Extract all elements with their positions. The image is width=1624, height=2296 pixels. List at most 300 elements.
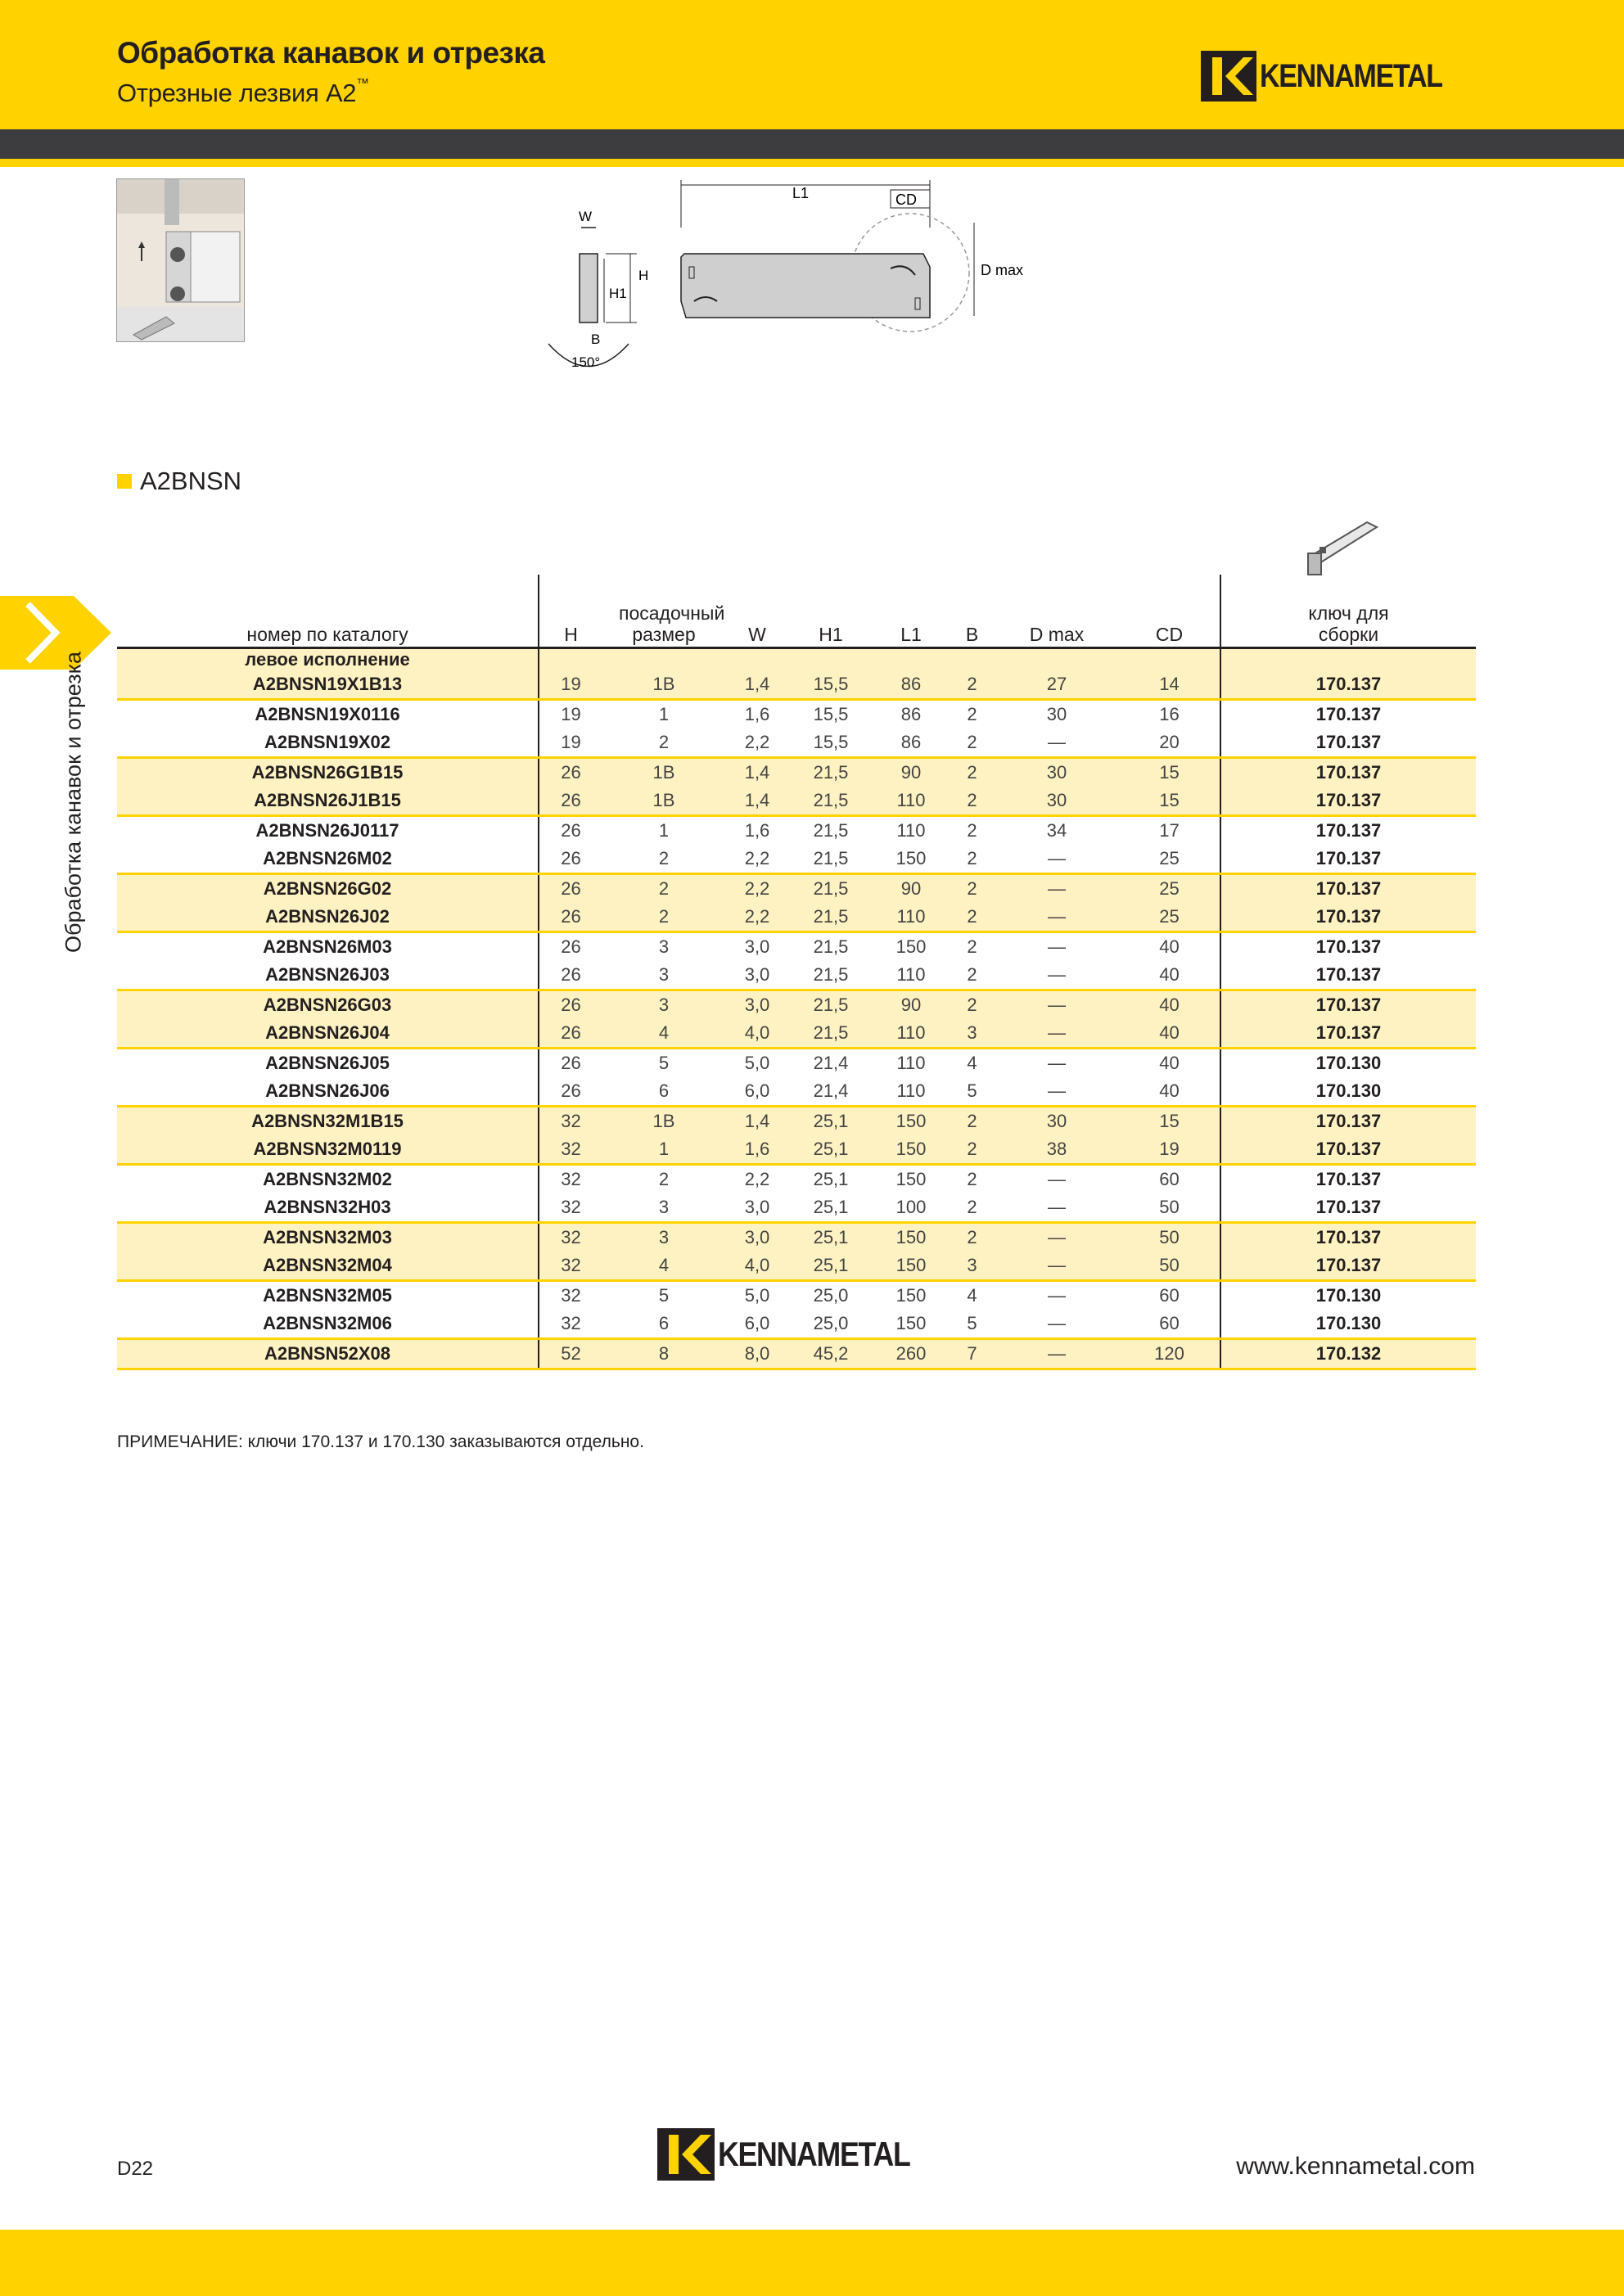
cell-l1: 110	[873, 1077, 950, 1107]
cell-dmax: —	[995, 1193, 1119, 1223]
cell-dmax: —	[995, 874, 1119, 904]
yellow-square-bullet-icon	[117, 474, 132, 489]
table-row	[117, 1339, 1476, 1369]
cell-h1: 25,1	[813, 1169, 849, 1189]
cell-dmax: —	[995, 1077, 1119, 1107]
cell-w: 1,6	[725, 1135, 789, 1165]
cell-h: 32	[561, 1169, 581, 1189]
cell-seat: 3	[602, 1223, 725, 1252]
table-row	[117, 1281, 1476, 1310]
cell-cd: 15	[1119, 787, 1220, 816]
catalog-number: A2BNSN52X08	[117, 1339, 539, 1369]
cell-h1: 21,4	[813, 1053, 849, 1073]
cell-cd: 20	[1119, 728, 1220, 758]
assembly-key-icon	[1301, 514, 1392, 584]
spec-table	[117, 575, 1476, 1370]
cell-b: 2	[950, 845, 995, 874]
cell-dmax: —	[995, 1310, 1119, 1339]
cell-h1: 21,5	[789, 961, 873, 990]
assembly-key-number: 170.132	[1220, 1339, 1476, 1369]
cell-cd: 25	[1119, 903, 1220, 932]
cell-w: 3,0	[725, 990, 789, 1020]
cell-seat: 4	[602, 1019, 725, 1049]
cell-seat: 2	[602, 874, 725, 904]
cell-w: 5,0	[744, 1285, 770, 1306]
logo-wordmark: KENNAMETAL	[1260, 57, 1442, 94]
assembly-key-number: 170.137	[1220, 1019, 1476, 1049]
cell-l1: 150	[873, 1223, 950, 1252]
assembly-key-number: 170.130	[1315, 1285, 1382, 1306]
section-heading	[117, 467, 241, 496]
cell-b: 7	[950, 1339, 995, 1369]
cell-l1: 150	[895, 1285, 927, 1306]
table-row	[117, 670, 1476, 700]
cell-seat: 3	[602, 961, 725, 990]
cell-h1: 25,1	[789, 1223, 873, 1252]
cell-seat: 2	[602, 728, 725, 758]
cell-dmax: —	[995, 1252, 1119, 1281]
cell-h1: 21,5	[813, 936, 849, 957]
catalog-number: A2BNSN32M02	[117, 1165, 539, 1194]
table-row	[117, 1223, 1476, 1252]
cell-cd: 40	[1119, 1077, 1220, 1107]
cell-h1: 45,2	[789, 1339, 873, 1369]
cell-cd: 50	[1119, 1193, 1220, 1223]
assembly-key-number: 170.137	[1220, 961, 1476, 990]
assembly-key-number: 170.137	[1220, 787, 1476, 816]
cell-cd: 19	[1119, 1135, 1220, 1165]
header-yellow-rule	[0, 159, 1624, 167]
cell-w: 2,2	[725, 845, 789, 874]
assembly-key-number: 170.137	[1220, 728, 1476, 758]
cell-l1: 86	[900, 704, 922, 724]
cell-w: 1,6	[744, 704, 770, 724]
catalog-number: A2BNSN26J06	[117, 1077, 539, 1107]
svg-text:L1: L1	[792, 185, 810, 201]
cell-w: 2,2	[744, 1169, 770, 1189]
cell-seat: 1В	[602, 787, 725, 816]
cell-h: 26	[561, 820, 581, 841]
table-row	[117, 728, 1476, 758]
cell-cd: 15	[1119, 1107, 1220, 1136]
chapter-tab-arrow-icon	[0, 596, 111, 674]
cell-seat: 3	[658, 936, 670, 957]
cell-l1: 90	[873, 990, 950, 1020]
col-b: B	[950, 575, 995, 648]
cell-w: 3,0	[725, 961, 789, 990]
cell-h: 26	[539, 874, 602, 904]
col-w: W	[725, 575, 789, 648]
blade-side-view-diagram	[670, 178, 1024, 338]
catalog-number: A2BNSN32H03	[117, 1193, 539, 1223]
cell-l1: 260	[873, 1339, 950, 1369]
svg-text:H: H	[638, 268, 649, 283]
catalog-number: A2BNSN32M05	[117, 1281, 539, 1310]
cell-seat: 2	[602, 845, 725, 874]
cell-h1: 21,5	[789, 758, 873, 787]
cell-dmax: 27	[995, 670, 1119, 700]
table-row	[117, 1135, 1476, 1165]
cell-dmax: —	[995, 1223, 1119, 1252]
cell-seat: 1В	[602, 1107, 725, 1136]
cell-l1: 90	[873, 758, 950, 787]
cell-dmax: —	[995, 1339, 1119, 1369]
assembly-key-number: 170.137	[1220, 1107, 1476, 1136]
catalog-number: A2BNSN26G1B15	[117, 758, 539, 787]
table-row	[117, 1077, 1476, 1107]
kennametal-k-icon	[1201, 51, 1256, 101]
col-h: H	[539, 575, 602, 648]
cell-b: 2	[950, 903, 995, 932]
cell-b: 4	[967, 1053, 977, 1073]
cell-b: 2	[967, 820, 977, 841]
catalog-number: A2BNSN26J05	[117, 1049, 539, 1078]
cell-b: 3	[950, 1252, 995, 1281]
cell-cd: 40	[1119, 961, 1220, 990]
cell-h1: 21,5	[789, 787, 873, 816]
blade-cross-section-diagram	[532, 205, 647, 381]
col-dmax: D max	[995, 575, 1119, 648]
cell-seat: 3	[602, 990, 725, 1020]
cell-h1: 21,5	[789, 1019, 873, 1049]
cell-h: 19	[539, 728, 602, 758]
cell-b: 2	[950, 758, 995, 787]
page-number: D22	[117, 2158, 154, 2180]
cell-b: 2	[950, 1193, 995, 1223]
cell-b: 2	[967, 704, 977, 724]
cell-l1: 90	[873, 874, 950, 904]
cell-w: 3,0	[744, 936, 770, 957]
left-hand-label-row	[117, 648, 1476, 671]
cell-b: 3	[950, 1019, 995, 1049]
cell-h: 26	[539, 1019, 602, 1049]
cell-h1: 25,0	[813, 1285, 849, 1306]
cell-dmax: —	[995, 990, 1119, 1020]
cell-l1: 150	[873, 1107, 950, 1136]
page-header	[0, 0, 1624, 129]
cell-h1: 15,5	[789, 670, 873, 700]
cell-h: 26	[539, 787, 602, 816]
cell-h: 32	[539, 1135, 602, 1165]
cell-l1: 150	[895, 1169, 927, 1189]
page-title: Обработка канавок и отрезка	[117, 36, 545, 70]
cell-w: 2,2	[725, 874, 789, 904]
table-row	[117, 932, 1476, 962]
assembly-key-number: 170.137	[1315, 936, 1382, 957]
cell-b: 2	[950, 670, 995, 700]
cell-w: 1,6	[744, 820, 770, 841]
cell-cd: 40	[1119, 932, 1220, 962]
assembly-key-number: 170.137	[1220, 1223, 1476, 1252]
svg-text:H1: H1	[609, 286, 627, 301]
cell-h: 19	[539, 670, 602, 700]
cell-b: 4	[967, 1285, 977, 1306]
header-dark-band	[0, 129, 1624, 159]
cell-seat: 1	[658, 820, 670, 841]
cell-b: 2	[950, 728, 995, 758]
cell-l1: 86	[873, 728, 950, 758]
cell-w: 1,4	[725, 758, 789, 787]
cell-l1: 110	[873, 787, 950, 816]
table-header-row	[117, 575, 1476, 648]
table-row	[117, 787, 1476, 816]
assembly-key-number: 170.130	[1220, 1077, 1476, 1107]
cell-seat: 4	[602, 1252, 725, 1281]
cell-dmax: —	[1048, 1169, 1066, 1189]
section-title: A2BNSN	[140, 467, 242, 495]
table-note: ПРИМЕЧАНИЕ: ключи 170.137 и 170.130 заказываются отдельно.	[117, 1432, 644, 1451]
application-photo	[116, 178, 245, 342]
cell-h: 26	[539, 903, 602, 932]
cell-h1: 21,5	[789, 990, 873, 1020]
assembly-key-number: 170.137	[1220, 670, 1476, 700]
cell-w: 1,4	[725, 670, 789, 700]
cell-w: 6,0	[725, 1310, 789, 1339]
table-row	[117, 874, 1476, 904]
catalog-number: A2BNSN26J03	[117, 961, 539, 990]
table-row	[117, 1310, 1476, 1339]
assembly-key-number: 170.137	[1220, 1252, 1476, 1281]
table-row	[117, 758, 1476, 787]
cell-b: 2	[950, 990, 995, 1020]
cell-cd: 60	[1119, 1281, 1220, 1310]
assembly-key-number: 170.137	[1220, 903, 1476, 932]
table-row	[117, 816, 1476, 846]
catalog-number: A2BNSN26J04	[117, 1019, 539, 1049]
chapter-side-label: Обработка канавок и отрезка	[61, 651, 86, 954]
col-key: ключ для сборки	[1220, 575, 1476, 648]
cell-cd: 120	[1119, 1339, 1220, 1369]
cell-b: 2	[967, 936, 977, 957]
cell-h: 26	[539, 845, 602, 874]
cell-h: 32	[539, 1310, 602, 1339]
cell-cd: 60	[1119, 1310, 1220, 1339]
cell-h: 26	[539, 1077, 602, 1107]
cell-h1: 25,1	[789, 1135, 873, 1165]
assembly-key-number: 170.137	[1315, 1169, 1382, 1189]
cell-h: 26	[561, 1053, 581, 1073]
kennametal-footer-logo	[657, 2128, 944, 2181]
catalog-number: A2BNSN26G02	[117, 874, 539, 904]
cell-dmax: 30	[1046, 704, 1067, 724]
footer-yellow-band	[0, 2230, 1624, 2296]
col-cd: CD	[1119, 575, 1220, 648]
cell-seat: 1	[602, 1135, 725, 1165]
cell-b: 2	[967, 1169, 977, 1189]
cell-h1: 21,5	[813, 820, 849, 841]
cell-seat: 6	[602, 1310, 725, 1339]
cell-cd: 25	[1119, 874, 1220, 904]
kennametal-k-icon	[657, 2128, 715, 2181]
assembly-key-number: 170.137	[1220, 990, 1476, 1020]
cell-dmax: 30	[995, 1107, 1119, 1136]
col-l1: L1	[873, 575, 950, 648]
cell-cd: 40	[1119, 1019, 1220, 1049]
cell-w: 2,2	[725, 728, 789, 758]
table-row	[117, 1019, 1476, 1049]
catalog-number: A2BNSN26J1B15	[117, 787, 539, 816]
cell-w: 4,0	[725, 1252, 789, 1281]
cell-dmax: —	[1048, 936, 1066, 957]
cell-b: 2	[950, 874, 995, 904]
svg-text:W: W	[579, 209, 593, 224]
cell-l1: 150	[873, 845, 950, 874]
cell-l1: 110	[896, 820, 926, 841]
cell-l1: 150	[895, 936, 927, 957]
cell-dmax: 34	[1046, 820, 1067, 841]
cell-h: 26	[539, 758, 602, 787]
cell-h: 32	[561, 1285, 581, 1306]
cell-cd: 16	[1119, 700, 1220, 729]
col-catalog: номер по каталогу	[117, 575, 539, 648]
assembly-key-number: 170.137	[1220, 845, 1476, 874]
cell-h: 26	[561, 936, 581, 957]
catalog-number: A2BNSN26G03	[117, 990, 539, 1020]
cell-w: 8,0	[725, 1339, 789, 1369]
table-row	[117, 903, 1476, 932]
cell-seat: 5	[658, 1053, 670, 1073]
cell-h: 52	[539, 1339, 602, 1369]
cell-h1: 21,5	[789, 845, 873, 874]
cell-b: 2	[950, 1107, 995, 1136]
cell-cd: 25	[1119, 845, 1220, 874]
cell-dmax: —	[995, 728, 1119, 758]
cell-dmax: 30	[995, 758, 1119, 787]
cell-w: 6,0	[725, 1077, 789, 1107]
cell-w: 3,0	[725, 1223, 789, 1252]
cell-h1: 25,1	[789, 1193, 873, 1223]
cell-h1: 25,0	[789, 1310, 873, 1339]
cell-h1: 15,5	[813, 704, 849, 724]
cell-l1: 150	[873, 1310, 950, 1339]
cell-seat: 1В	[602, 670, 725, 700]
cell-h1: 21,4	[789, 1077, 873, 1107]
cell-w: 1,4	[725, 787, 789, 816]
assembly-key-number: 170.137	[1220, 758, 1476, 787]
table-row	[117, 1165, 1476, 1194]
table-row	[117, 961, 1476, 990]
website-link[interactable]: www.kennametal.com	[1236, 2153, 1475, 2180]
cell-b: 2	[950, 961, 995, 990]
cell-cd: 40	[1119, 990, 1220, 1020]
col-h1: H1	[789, 575, 873, 648]
catalog-number: A2BNSN26J0117	[117, 816, 539, 846]
cell-w: 3,0	[725, 1193, 789, 1223]
cell-cd: 40	[1119, 1049, 1220, 1078]
cell-dmax: 30	[995, 787, 1119, 816]
catalog-number: A2BNSN32M1B15	[117, 1107, 539, 1136]
cell-l1: 150	[873, 1135, 950, 1165]
cell-h1: 15,5	[789, 728, 873, 758]
cell-b: 2	[950, 1223, 995, 1252]
cell-h: 32	[539, 1252, 602, 1281]
cell-h: 26	[539, 990, 602, 1020]
table-row	[117, 990, 1476, 1020]
cell-seat: 1В	[602, 758, 725, 787]
catalog-number: A2BNSN32M06	[117, 1310, 539, 1339]
left-hand-label: левое исполнение	[117, 648, 539, 671]
cell-cd: 50	[1119, 1252, 1220, 1281]
cell-dmax: —	[1048, 1053, 1066, 1073]
cell-b: 5	[950, 1310, 995, 1339]
cell-seat: 3	[602, 1193, 725, 1223]
cell-h1: 21,5	[789, 903, 873, 932]
logo-wordmark: KENNAMETAL	[718, 2135, 910, 2173]
cell-l1: 86	[873, 670, 950, 700]
cell-l1: 110	[896, 1053, 926, 1073]
cell-dmax: 38	[995, 1135, 1119, 1165]
cell-l1: 110	[873, 1019, 950, 1049]
cell-cd: 14	[1119, 670, 1220, 700]
cell-h: 32	[539, 1107, 602, 1136]
cell-cd: 50	[1119, 1223, 1220, 1252]
cell-seat: 5	[658, 1285, 670, 1306]
svg-text:150°: 150°	[571, 354, 601, 370]
cell-cd: 15	[1119, 758, 1220, 787]
cell-b: 5	[950, 1077, 995, 1107]
assembly-key-number: 170.137	[1315, 704, 1382, 724]
catalog-number: A2BNSN32M03	[117, 1223, 539, 1252]
cell-b: 2	[950, 787, 995, 816]
cell-h: 19	[561, 704, 581, 724]
cell-h: 32	[539, 1193, 602, 1223]
table-row	[117, 1252, 1476, 1281]
cell-dmax: —	[995, 961, 1119, 990]
assembly-key-number: 170.137	[1220, 1193, 1476, 1223]
page-subtitle: Отрезные лезвия A2™	[117, 77, 369, 107]
svg-text:CD: CD	[895, 192, 917, 208]
catalog-number: A2BNSN19X02	[117, 728, 539, 758]
catalog-number: A2BNSN19X0116	[117, 700, 539, 729]
table-row	[117, 1107, 1476, 1136]
catalog-number: A2BNSN26M02	[117, 845, 539, 874]
cell-l1: 110	[873, 961, 950, 990]
catalog-number: A2BNSN19X1B13	[117, 670, 539, 700]
cell-l1: 100	[873, 1193, 950, 1223]
cell-seat: 8	[602, 1339, 725, 1369]
assembly-key-number: 170.137	[1315, 820, 1382, 841]
cell-cd: 17	[1119, 816, 1220, 846]
col-seat: посадочный размер	[602, 575, 725, 648]
cell-w: 5,0	[744, 1053, 770, 1073]
table-row	[117, 1193, 1476, 1223]
catalog-number: A2BNSN32M0119	[117, 1135, 539, 1165]
cell-cd: 60	[1119, 1165, 1220, 1194]
cell-l1: 150	[873, 1252, 950, 1281]
assembly-key-number: 170.130	[1220, 1310, 1476, 1339]
cell-seat: 2	[602, 903, 725, 932]
catalog-number: A2BNSN26J02	[117, 903, 539, 932]
cell-seat: 6	[602, 1077, 725, 1107]
kennametal-logo	[1201, 51, 1474, 101]
cell-dmax: —	[995, 1019, 1119, 1049]
assembly-key-number: 170.137	[1220, 874, 1476, 904]
cell-seat: 1	[658, 704, 670, 724]
svg-text:B: B	[591, 332, 601, 347]
cell-dmax: —	[995, 845, 1119, 874]
cell-l1: 110	[873, 903, 950, 932]
cell-dmax: —	[1048, 1285, 1066, 1306]
cell-seat: 2	[658, 1169, 670, 1189]
cell-w: 1,4	[725, 1107, 789, 1136]
assembly-key-number: 170.137	[1220, 1135, 1476, 1165]
cell-h: 26	[539, 961, 602, 990]
table-row	[117, 1049, 1476, 1078]
svg-text:D max: D max	[981, 262, 1024, 278]
table-row	[117, 845, 1476, 874]
catalog-number: A2BNSN32M04	[117, 1252, 539, 1281]
assembly-key-number: 170.130	[1315, 1053, 1382, 1073]
